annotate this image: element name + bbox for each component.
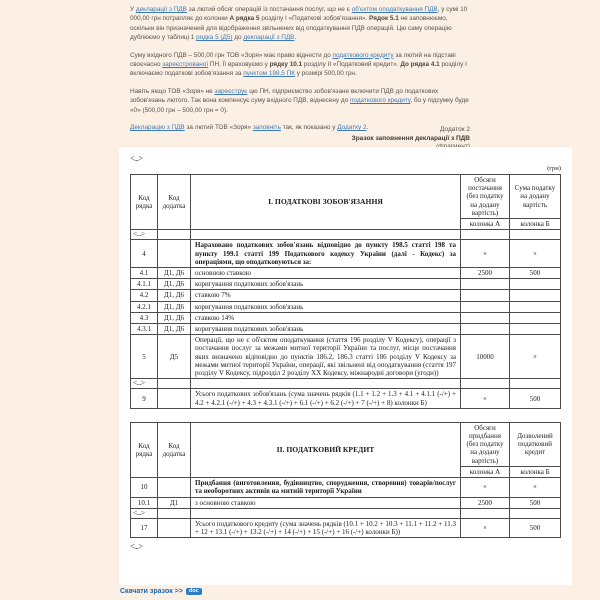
cell-app: Д1, Д6	[158, 301, 191, 312]
cell-a: 10000	[461, 335, 510, 379]
snippet-row	[131, 379, 561, 389]
cell-code: 4.3.1	[131, 324, 158, 335]
paragraph	[130, 87, 470, 115]
paragraph	[130, 51, 470, 79]
cell-b	[510, 230, 561, 240]
download-row	[120, 588, 202, 595]
cell-code: <...>	[131, 379, 158, 389]
col-header-column-a: колонка А	[461, 219, 510, 230]
appendix-number: Додаток 2	[440, 126, 470, 133]
table-row	[131, 279, 561, 290]
cell-desc: коригування податкових зобов'язань	[191, 324, 461, 335]
text-segment: Рядок 5.1	[369, 15, 399, 23]
cell-a	[461, 290, 510, 301]
doc-badge[interactable]: doc	[186, 588, 202, 595]
cell-desc: Придбання (виготовлення, будівництво, спорудження, створення) товарів/послуг та необоротних активів на митній території України	[191, 478, 461, 497]
text-segment: за лютий обсяг операцій із постачання послуг, що не є	[186, 6, 352, 13]
text-segment: А рядка 5	[229, 15, 260, 23]
inline-link[interactable]: пунктом 198.5 ПК	[243, 70, 295, 78]
cell-b: 500	[510, 389, 561, 408]
col-header-row-code: Код рядка	[131, 422, 158, 477]
cell-code: 4.3	[131, 312, 158, 323]
cell-desc: з основною ставкою	[191, 497, 461, 508]
cell-app	[158, 240, 191, 268]
col-header-tax-sum: Сума податку на додану вартість	[510, 175, 561, 219]
intro-text	[130, 5, 470, 140]
cell-a: ×	[461, 518, 510, 537]
table-row	[131, 324, 561, 335]
cell-b: 500	[510, 497, 561, 508]
cell-b: 500	[510, 268, 561, 279]
cell-desc	[191, 379, 461, 389]
paragraph	[130, 5, 470, 43]
cell-code: <...>	[131, 508, 158, 518]
inline-link[interactable]: рядка 5 (Д5)	[196, 34, 233, 42]
cell-b: ×	[510, 240, 561, 268]
cell-b	[510, 301, 561, 312]
cell-code: 17	[131, 518, 158, 537]
cell-desc: ставкою 7%	[191, 290, 461, 301]
cell-app	[158, 518, 191, 537]
col-header-column-b: колонка Б	[510, 466, 561, 477]
cell-app	[158, 389, 191, 408]
appendix-title: Зразок заповнення декларації з ПДВ	[351, 134, 470, 142]
text-segment: ПН. Її враховуємо у	[208, 61, 270, 69]
text-segment: у розмірі 500,00 грн.	[294, 70, 357, 78]
cell-app: Д1	[158, 497, 191, 508]
cell-desc	[191, 230, 461, 240]
cell-a: ×	[461, 389, 510, 408]
cell-a: ×	[461, 478, 510, 497]
cell-desc: ставкою 14%	[191, 312, 461, 323]
col-header-column-a: колонка А	[461, 466, 510, 477]
cell-app: Д1, Д6	[158, 312, 191, 323]
col-header-app-code: Код додатка	[158, 422, 191, 477]
table-row	[131, 290, 561, 301]
cell-a	[461, 301, 510, 312]
text-segment: розділу І включаємо податкові зобов'язання за	[130, 61, 467, 78]
text-segment: за лютий на підставі своєчасно	[130, 51, 456, 69]
cell-code: <...>	[131, 230, 158, 240]
cell-code: 5	[131, 335, 158, 379]
col-header-volumes: Обсяги придбання (без податку на додану вартість)	[461, 422, 510, 466]
cell-desc: коригування податкових зобов'язань	[191, 279, 461, 290]
text-segment: за лютий ТОВ «Зоря»	[184, 124, 253, 132]
cell-desc: Усього податкового кредиту (сума значень рядків (10.1 + 10.2 + 10.3 + 11.1 + 11.2 + 11.3 + 12 + 13.1 (-/+) + 13.2 (-/+) + 14 (-/+) + 15 (-/+) + 16 (-/+) колонки Б))	[191, 518, 461, 537]
table-row	[131, 478, 561, 497]
cell-b: ×	[510, 335, 561, 379]
tax-credit-table	[130, 422, 561, 538]
text-segment: цю ПН, підприємство зобов'язане включити ПДВ до податкових зобов'язань лютого. Так вона компенсує суму вхідного ПДВ, віднесену до	[130, 87, 439, 105]
cell-desc	[191, 508, 461, 518]
cell-desc: Нараховано податкових зобов'язань відповідно до пункту 198.5 статті 198 та пункту 199.1 статті 199 Податкового кодексу України (далі - Кодекс) за операціями, що оподатковуються за:	[191, 240, 461, 268]
text-segment: .	[294, 34, 297, 42]
table-gap	[130, 409, 561, 422]
col-header-volumes: Обсяги постачання (без податку на додану вартість)	[461, 175, 510, 219]
text-segment: до	[232, 34, 244, 42]
cell-a	[461, 324, 510, 335]
table-row	[131, 301, 561, 312]
cell-code: 4.2.1	[131, 301, 158, 312]
cell-code: 4.2	[131, 290, 158, 301]
cell-a: 2500	[461, 268, 510, 279]
cell-app	[158, 508, 191, 518]
text-segment: так, як показано у	[280, 124, 338, 132]
inline-link[interactable]: Додатку 2	[337, 124, 367, 132]
table-row	[131, 389, 561, 408]
inline-link[interactable]: податкового кредиту	[349, 97, 411, 105]
text-segment: не заповнюємо, оскільки він призначений для відображення звільнених від оподаткування ПДВ операцій. Цю саму операцію дублюємо у таблиці 1	[130, 15, 452, 42]
cell-code: 10	[131, 478, 158, 497]
text-segment: До рядка 4.1	[400, 61, 440, 69]
cell-b	[510, 312, 561, 323]
cell-desc: основною ставкою	[191, 268, 461, 279]
table-title: ІІ. ПОДАТКОВИЙ КРЕДИТ	[191, 422, 461, 477]
cell-app	[158, 379, 191, 389]
cell-code: 4.1.1	[131, 279, 158, 290]
text-segment: Суму вхідного ПДВ – 500,00 грн ТОВ «Зоря» має право віднести до	[130, 51, 333, 59]
cell-a: 2500	[461, 497, 510, 508]
snippet-row	[131, 508, 561, 518]
inline-link[interactable]: декларації з ПДВ	[243, 34, 295, 42]
cell-b	[510, 324, 561, 335]
cell-desc: коригування податкових зобов'язань	[191, 301, 461, 312]
cell-app: Д1, Д6	[158, 290, 191, 301]
text-segment: Навіть якщо ТОВ «Зоря» не	[130, 87, 215, 95]
table-row	[131, 497, 561, 508]
inline-link[interactable]: зареєструє	[214, 87, 248, 95]
cell-a	[461, 379, 510, 389]
table-row	[131, 518, 561, 537]
cell-code: 10.1	[131, 497, 158, 508]
text-segment: розділу ІІ «Податковий кредит».	[302, 61, 401, 69]
inline-link[interactable]: декларації з ПДВ	[135, 6, 187, 13]
text-segment: У	[130, 6, 136, 13]
cell-b	[510, 508, 561, 518]
snippet-row	[131, 230, 561, 240]
cell-b: ×	[510, 478, 561, 497]
col-header-tax-sum: Дозволений податковий кредит	[510, 422, 561, 466]
text-segment: , бо у підсумку буде «0» (500,00 грн – 500,00 грн = 0).	[130, 97, 469, 114]
cell-code: 4.1	[131, 268, 158, 279]
col-header-app-code: Код додатка	[158, 175, 191, 230]
cell-b	[510, 290, 561, 301]
inline-link[interactable]: об'єктом оподаткування ПДВ	[351, 6, 438, 13]
inline-link[interactable]: Декларацію з ПДВ	[130, 124, 185, 132]
tax-liabilities-table	[130, 174, 561, 409]
cell-a	[461, 230, 510, 240]
snippet-marker-bottom: <...>	[130, 542, 143, 552]
cell-app: Д1, Д6	[158, 324, 191, 335]
snippet-marker-top: <...>	[130, 154, 143, 163]
col-header-column-b: колонка Б	[510, 219, 561, 230]
cell-code: 4	[131, 240, 158, 268]
cell-desc: Усього податкових зобов'язань (сума значень рядків (1.1 + 1.2 + 1.3 + 4.1 + 4.1.1 (-/+) + 4.2 + 4.2.1 (-/+) + 4.3 + 4.3.1 (-/+) + 6.1 (-/+) + 6.2 (-/+) + 7 (-/+) + 8) колонки Б)	[191, 389, 461, 408]
cell-a	[461, 279, 510, 290]
cell-a	[461, 508, 510, 518]
download-link[interactable]: Скачати зразок >>	[120, 588, 183, 595]
cell-a: ×	[461, 240, 510, 268]
cell-code: 9	[131, 389, 158, 408]
text-segment: , у сумі 10 000,00 грн потрапляє до колонки	[130, 6, 468, 23]
inline-link[interactable]: податкового кредиту	[332, 51, 394, 59]
cell-b	[510, 279, 561, 290]
inline-link[interactable]: заповніть	[252, 124, 281, 132]
inline-link[interactable]: зареєстрованої	[162, 61, 209, 69]
table-title: І. ПОДАТКОВІ ЗОБОВ'ЯЗАННЯ	[191, 175, 461, 230]
cell-app	[158, 230, 191, 240]
cell-a	[461, 312, 510, 323]
col-header-row-code: Код рядка	[131, 175, 158, 230]
table-row	[131, 335, 561, 379]
cell-app: Д5	[158, 335, 191, 379]
text-segment: розділу І «Податкові зобов'язання».	[259, 15, 370, 23]
document-fragment	[119, 147, 572, 585]
cell-app	[158, 478, 191, 497]
table-row	[131, 240, 561, 268]
cell-app: Д1, Д6	[158, 279, 191, 290]
currency-note: (грн)	[547, 165, 561, 172]
table-row	[131, 312, 561, 323]
cell-b	[510, 379, 561, 389]
cell-desc: Операції, що не є об'єктом оподаткування (стаття 196 розділу V Кодексу), операції з постачання послуг за межами митної території України та послуг, місце постачання яких визначено відповідно до пунктів 186.2, 186.3 статті 186 розділу V Кодексу за межами митної території України, операції, які звільнені від оподаткування (стаття 197 розділу V Кодексу, підрозділ 2 розділу XX Кодексу, міжнародні договори (угоди))	[191, 335, 461, 379]
text-segment: .	[366, 124, 369, 132]
cell-app: Д1, Д6	[158, 268, 191, 279]
text-segment: рядку 10.1	[269, 61, 303, 69]
table-row	[131, 268, 561, 279]
cell-b: 500	[510, 518, 561, 537]
